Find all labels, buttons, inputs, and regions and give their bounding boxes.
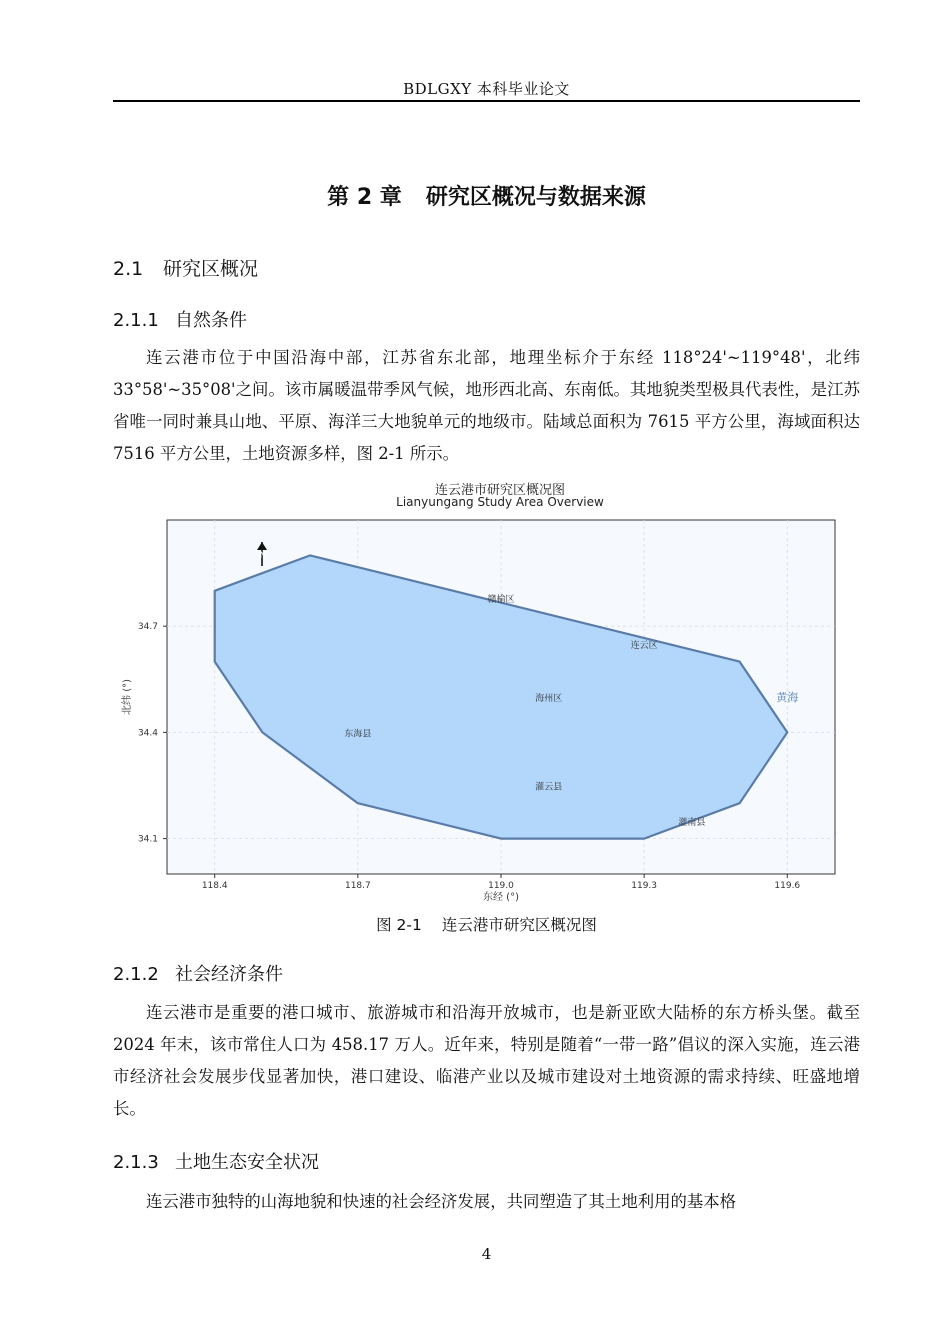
district-label: 连云区 (630, 640, 658, 651)
subsection-number: 2.1.2 (113, 964, 159, 985)
subsection-heading (113, 306, 247, 332)
north-label: N (259, 551, 267, 561)
district-label: 灌云县 (535, 782, 563, 793)
chart-title: 连云港市研究区概况图 (434, 483, 566, 498)
district-label: 东海县 (344, 729, 372, 740)
x-tick-label: 119.6 (774, 881, 801, 891)
district-label: 海州区 (535, 694, 563, 704)
chapter-number: 第 2 章 (327, 185, 402, 210)
y-tick-label: 34.4 (137, 728, 158, 739)
subsection-title: 土地生态安全状况 (175, 1152, 319, 1173)
x-tick-label: 118.4 (201, 881, 228, 891)
subsection-heading (113, 960, 283, 986)
x-tick-label: 118.7 (344, 881, 371, 891)
subsection-title: 自然条件 (175, 310, 247, 331)
x-axis-label: 东经 (°) (483, 892, 519, 903)
study-area-map (110, 478, 845, 906)
subsection-heading (113, 1148, 319, 1174)
y-axis-label: 北纬 (°) (122, 679, 133, 715)
figure-caption-text: 连云港市研究区概况图 (441, 916, 597, 934)
figure-caption-number: 图 2-1 (376, 916, 422, 934)
subsection-title: 社会经济条件 (175, 964, 283, 985)
paragraph-land-ecology: 连云港市独特的山海地貌和快速的社会经济发展，共同塑造了其土地利用的基本格 (146, 1192, 737, 1211)
chart-subtitle: Lianyungang Study Area Overview (396, 495, 604, 509)
chapter-title (113, 180, 860, 211)
subsection-number: 2.1.3 (113, 1152, 159, 1173)
x-tick-label: 119.3 (631, 881, 658, 891)
section-title: 研究区概况 (163, 258, 259, 280)
y-tick-label: 34.7 (137, 622, 158, 633)
x-tick-label: 119.0 (488, 881, 514, 891)
subsection-number: 2.1.1 (113, 310, 159, 331)
header-rule (113, 100, 860, 102)
figure-caption (113, 913, 860, 935)
district-label: 灌南县 (678, 817, 706, 828)
sea-label: 黄海 (776, 691, 799, 704)
y-tick-label: 34.1 (137, 834, 158, 845)
page-number: 4 (481, 1245, 492, 1263)
study-area-figure (110, 478, 845, 906)
paragraph-natural-conditions: 连云港市位于中国沿海中部，江苏省东北部，地理坐标介于东经 118°24'~119°48'，北纬 33°58'~35°08'之间。该市属暖温带季风气候，地形西北高、东南低。其地貌类型极具代表性，是江苏省唯一同时兼具山地、平原、海洋三大地貌单元的地级市。陆域总面积为 7615 平方公里，海域面积达 7516 平方公里，土地资源多样，图 2-1 所示。 (113, 348, 860, 463)
district-label: 赣榆区 (487, 594, 515, 605)
section-number: 2.1 (113, 258, 144, 280)
paragraph-socioeconomic: 连云港市是重要的港口城市、旅游城市和沿海开放城市，也是新亚欧大陆桥的东方桥头堡。截至 2024 年末，该市常住人口为 458.17 万人。近年来，特别是随着“一带一路”倡议的深入实施，连云港市经济社会发展步伐显著加快，港口建设、临港产业以及城市建设对土地资源的需求持续、旺盛地增长。 (113, 1003, 860, 1118)
chapter-name: 研究区概况与数据来源 (425, 185, 646, 210)
section-heading (113, 254, 258, 281)
running-header: BDLGXY 本科毕业论文 (403, 80, 570, 98)
